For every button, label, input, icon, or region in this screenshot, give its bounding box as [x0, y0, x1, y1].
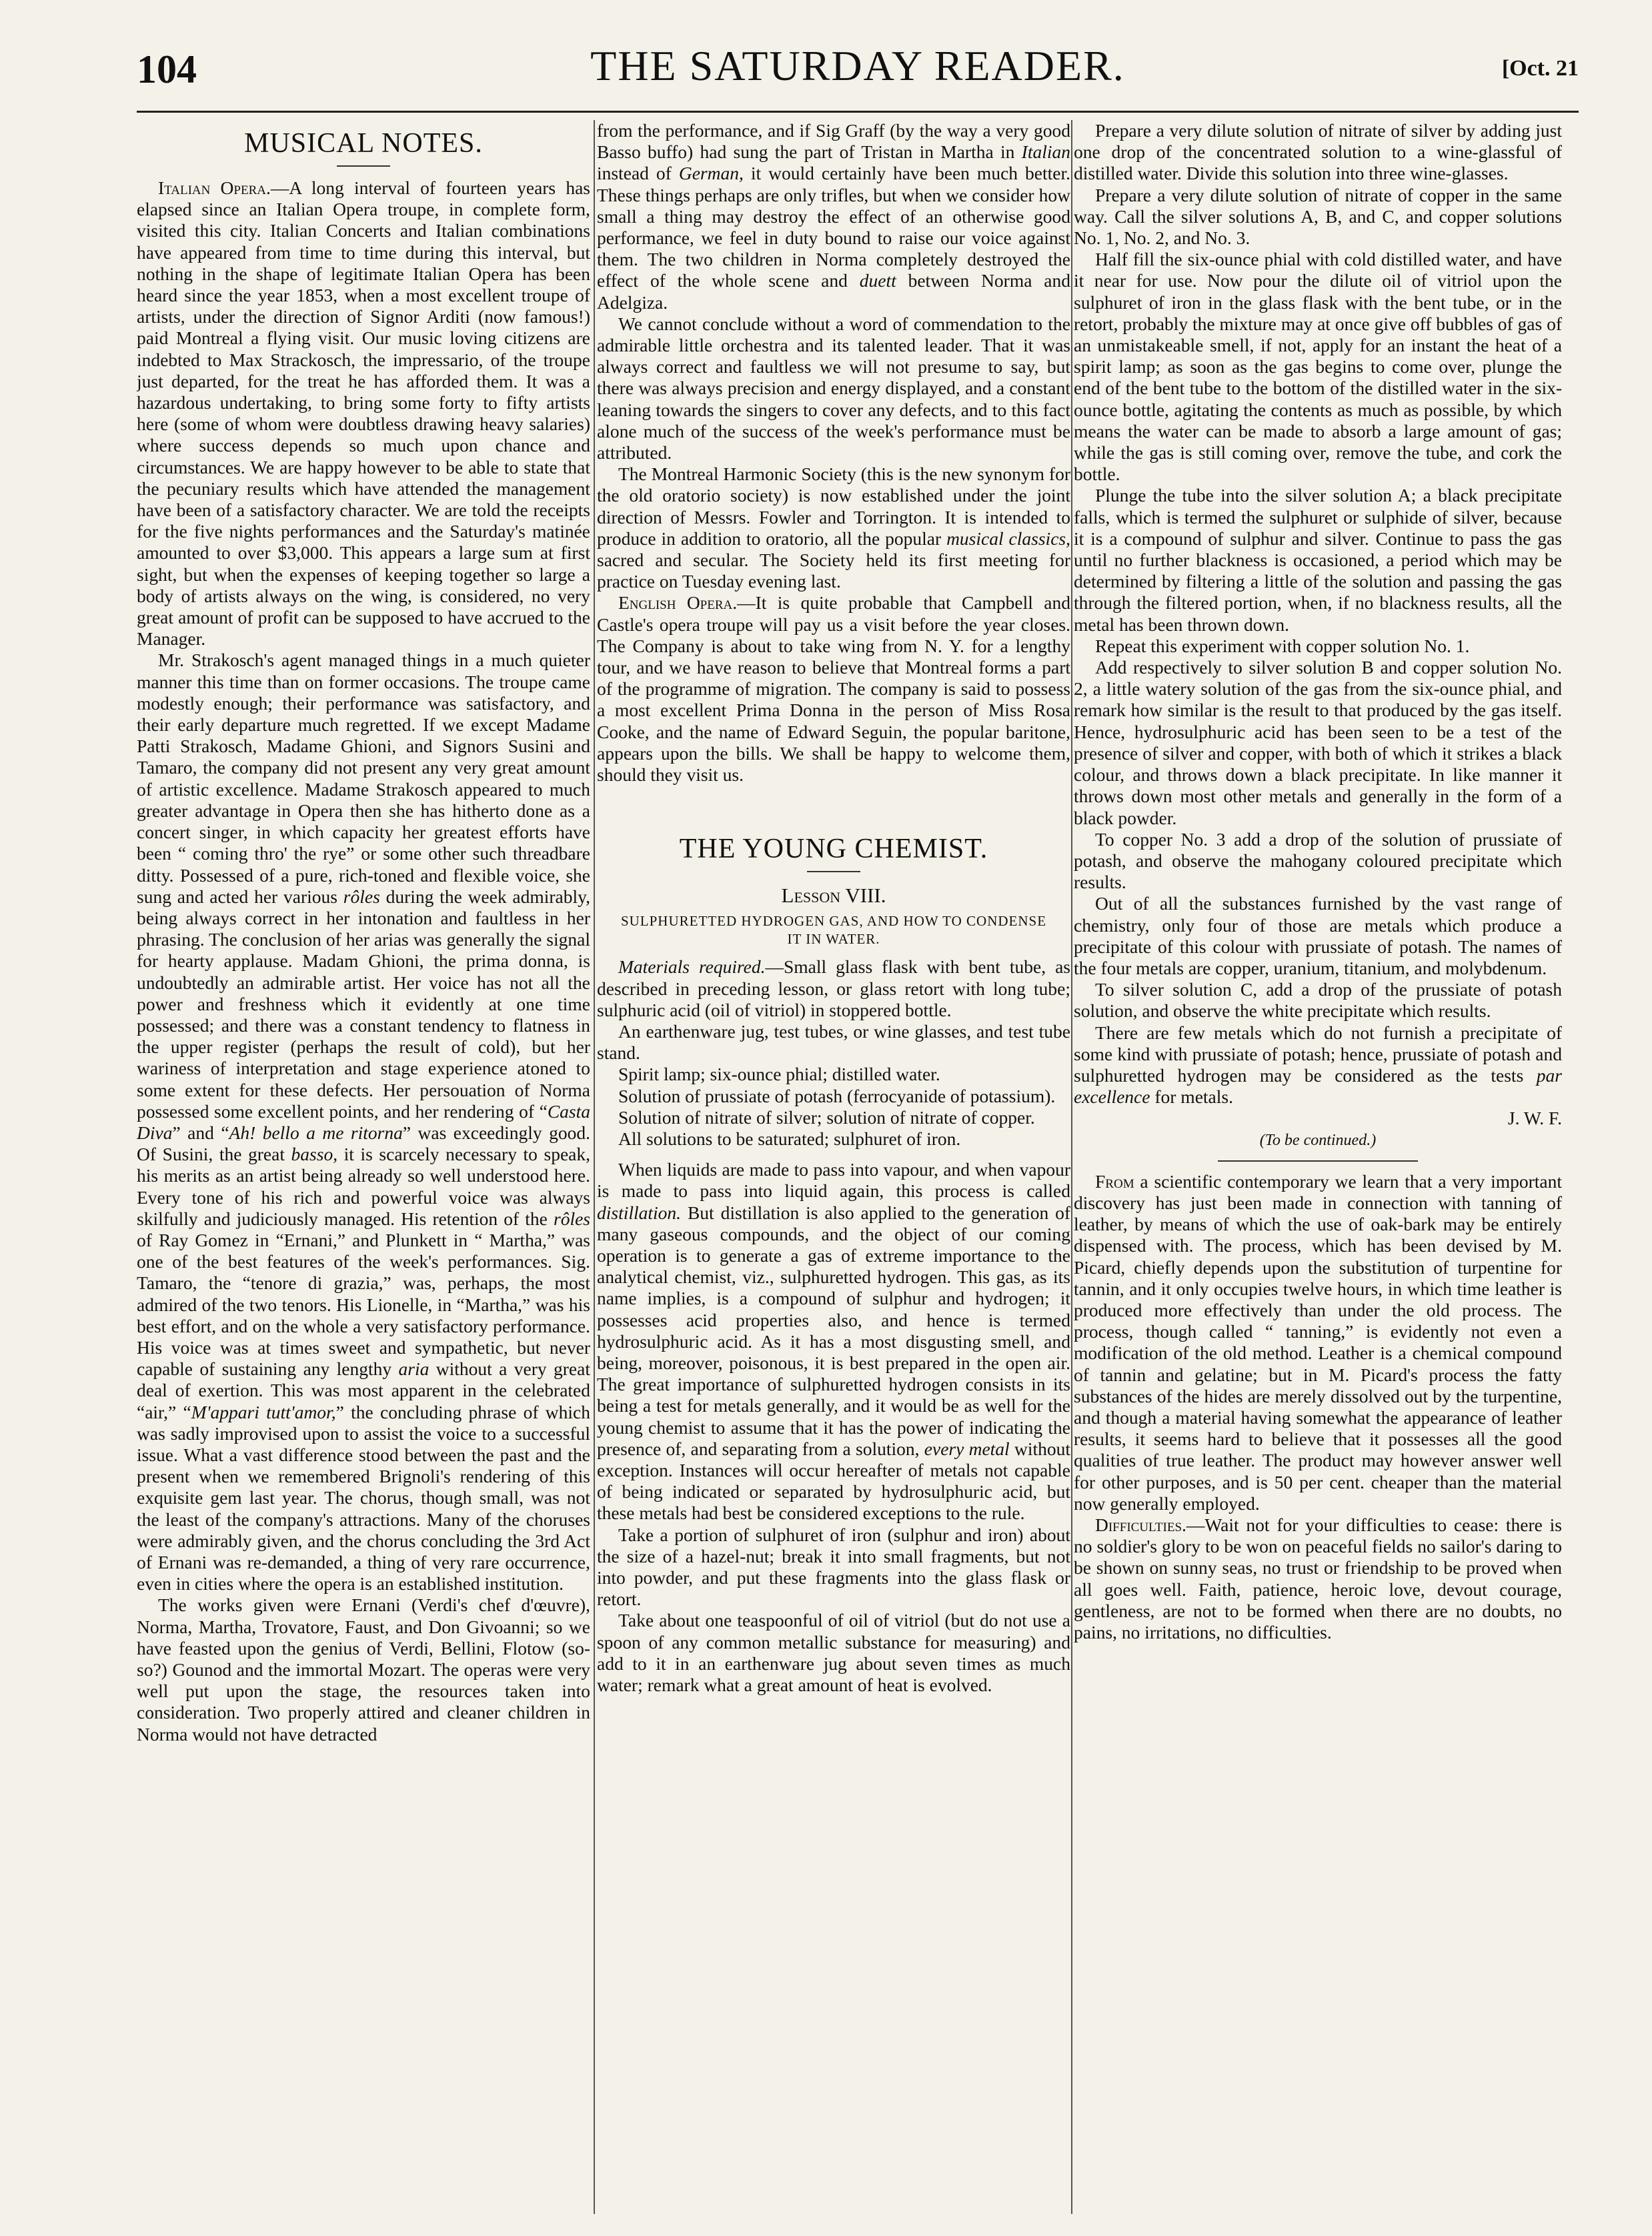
italic-text: Casta Diva [137, 1100, 590, 1143]
paragraph-text: it is scarcely necessary to speak, his merits as an artist being already so well understood here. Every tone of his rich and powerful voice was always skilfully and judiciously managed. His retention of the [137, 1144, 590, 1229]
italic-text: par excellence [1074, 1064, 1562, 1108]
article-paragraph: To silver solution C, add a drop of the prussiate of potash solution, and observe the white precipitate which results. [1074, 979, 1562, 1022]
article-paragraph: Repeat this experiment with copper solution No. 1. [1095, 635, 1470, 656]
italic-text: M'appari tutt'amor, [191, 1401, 336, 1422]
article-paragraph: Plunge the tube into the silver solution A; a black precipitate falls, which is termed the sulphuret or sulphide of silver, because it is a compound of sulphur and silver. Continue to pass the gas until no further blackness is occasioned, a period which may be determined by filtering a little of the solution and passing the gas through the filtered portion, when, if no blackness results, all the metal has been thrown down. [1074, 485, 1562, 635]
article-paragraph [597, 592, 1070, 786]
section-rule [807, 871, 860, 872]
italic-text: German, [678, 163, 744, 184]
article-paragraph: All solutions to be saturated; sulphuret of iron. [618, 1128, 961, 1149]
paragraph-text: Mr. Strakosch's agent managed things in a much quieter manner this time than on former occasions. The troupe came modestly enough; their performance was satisfactory, and their early departure much regretted. If we except Madame Patti Strakosch, Madame Ghioni, and Signors Susini and Tamaro, the company did not present any very great amount of artistic excellence. Madame Strakosch appeared to much greater advantage in Opera then she has hitherto done as a concert singer, in which capacity her greatest efforts have been “ coming thro' the rye” or some other such threadbare ditty. Possessed of a pure, rich-toned and flexible voice, she sung and acted her various [137, 650, 590, 907]
article-paragraph: Take a portion of sulphuret of iron (sulphur and iron) about the size of a hazel-nut; break it into small fragments, but not into powder, and put these fragments into the glass flask or retort. [597, 1524, 1070, 1610]
paragraph-text: without a very great deal of exertion. This was most apparent in the celebrated “air,” “ [137, 1358, 590, 1422]
article-paragraph: Solution of nitrate of silver; solution of nitrate of copper. [618, 1106, 1035, 1128]
article-paragraph [137, 650, 590, 1594]
paragraph-text: ” and “ [172, 1122, 229, 1143]
italic-text: duett [859, 270, 896, 291]
run-in-heading: Difficulties. [1095, 1514, 1186, 1535]
article-paragraph: Prepare a very dilute solution of nitrate of silver by adding just one drop of the concentrated solution to a wine-glassful of distilled water. Divide this solution into three wine-glasses. [1074, 120, 1562, 184]
article-paragraph: We cannot conclude without a word of commendation to the admirable little orchestra and its talented leader. That it was always correct and faultless we will not presume to say, but there was always precision and energy displayed, and a constant leaning towards the singers to cover any defects, and to this fact alone much of the success of the week's performance must be attributed. [597, 313, 1070, 463]
column-3 [1074, 120, 1562, 2214]
issue-date: [Oct. 21 [1501, 56, 1579, 81]
run-in-heading: Materials required. [618, 956, 766, 978]
column-divider-2 [1071, 120, 1072, 2214]
continued-note: (To be continued.) [1259, 1131, 1377, 1149]
paragraph-text: of Ray Gomez in “Ernani,” and Plunkett in “ Martha,” was one of the best features of the week's performances. Sig. Tamaro, the “tenore di grazia,” was, perhaps, the most admired of the two tenors. His Lionelle, in “Martha,” was his best effort, and on the whole a very satisfactory performance. His voice was at times sweet and sympathetic, but never capable of sustaining any lengthy [137, 1229, 590, 1380]
article-paragraph: Add respectively to silver solution B and copper solution No. 2, a little watery solution of the gas from the six-ounce phial, and remark how similar is the result to that produced by the gas itself. Hence, hydrosulphuric acid has been seen to be a test of the presence of silver and copper, with both of which it strikes a black colour, and throws down a black precipitate. In like manner it throws down most other metals and generally in the form of a black powder. [1074, 657, 1562, 828]
italic-text: rôles [343, 886, 380, 907]
paragraph-text: —It is quite probable that Campbell and Castle's opera troupe will pay us a visit before the year closes. The Company is about to take wing from N. Y. for a lengthy tour, and we have reason to believe that Montreal forms a part of the programme of migration. The company is said to possess a most excellent Prima Donna in the person of Miss Rosa Cooke, and the name of Edward Seguin, the popular baritone, appears upon the bills. We shall be happy to welcome them, should they visit us. [597, 592, 1070, 786]
paragraph-text: from the performance, and if Sig Graff (by the way a very good Basso buffo) had sung the part of Tristan in Martha in [597, 120, 1070, 163]
article-paragraph: Take about one teaspoonful of oil of vitriol (but do not use a spoon of any common metallic substance for measuring) and add to it in an earthenware jug about seven times as much water; remark what a great amount of heat is evolved. [597, 1610, 1070, 1695]
paragraph-text: between Norma and Adelgiza. [597, 270, 1070, 313]
paragraph-text: The Montreal Harmonic Society (this is the new synonym for the old oratorio society) is now established under the joint direction of Messrs. Fowler and Torrington. It is intended to produce in addition to oratorio, all the popular [597, 463, 1070, 549]
paragraph-text: —Wait not for your difficulties to cease: there is no soldier's glory to be won on peaceful fields no sailor's daring to be shown on sunny seas, no trust or friendship to be proved when all goes well. Faith, patience, heroic love, devout courage, gentleness, are not to be formed when there are no doubts, no pains, no irritations, no difficulties. [1074, 1514, 1562, 1643]
italic-text: Italian [1021, 141, 1070, 163]
paragraph-text: ” was exceedingly good. Of Susini, the great [137, 1122, 590, 1165]
italic-text: musical classics, [946, 527, 1070, 549]
paragraph-text: ” the concluding phrase of which was sadly improvised upon to assist the voice to a successful issue. What a vast difference stood between the past and the present when we remembered Brignoli's rendering of this exquisite gem last year. The chorus, though small, was not the least of the company's attractions. Many of the choruses were admirably given, and the chorus concluding the 3rd Act of Ernani was re-demanded, a thing of very rare occurrence, even in cities where the opera is an established institution. [137, 1401, 590, 1594]
paragraph-text: for metals. [1150, 1086, 1233, 1108]
paragraph-text: —A long interval of fourteen years has elapsed since an Italian Opera troupe, in complete form, visited this city. Italian Concerts and Italian combinations have appeared from time to time during this interval, but nothing in the shape of legitimate Italian Opera has been heard since the year 1853, when a most excellent troupe of artists, under the direction of Signor Arditi (now famous!) paid Montreal a flying visit. Our music loving citizens are indebted to Max Strackosch, the impressario, of the troupe just departed, for the treat he has afforded them. It was a hazardous undertaking, to bring some forty to fifty artists here (some of whom were doubtless drawing heavy salaries) where success depends so much upon chance and circumstances. We are happy however to be able to state that the pecuniary results which have attended the management have been of a satisfactory character. We are told the receipts for the five nights performances and the Saturday's matinée amounted to over $3,000. This appears a large sum at first sight, but when the expenses of keeping together so large a body of artists always on the wing, is considered, no very great amount of profit can be supposed to have accrued to the Manager. [137, 177, 590, 650]
paragraph-text: —Small glass flask with bent tube, as described in preceding lesson, or glass retort with long tube; sulphuric acid (oil of vitriol) in stoppered bottle. [597, 956, 1070, 1020]
article-paragraph: Half fill the six-ounce phial with cold distilled water, and have it near for use. Now pour the dilute oil of vitriol upon the sulphuret of iron in the glass flask with the bent tube, or in the retort, probably the mixture may at once give off bubbles of gas of an unmistakeable smell, if not, apply for an instant the heat of a spirit lamp; as soon as the gas begins to come over, plunge the end of the bent tube to the bottom of the distilled water in the six-ounce bottle, agitating the contents as much as possible, by which means the water can be made to absorb a large amount of gas; while the gas is still coming over, remove the tube, and cork the bottle. [1074, 249, 1562, 485]
article-paragraph [1074, 1171, 1562, 1514]
section-title-young-chemist: THE YOUNG CHEMIST. [679, 834, 988, 865]
run-in-heading: From [1095, 1170, 1134, 1192]
page-header [137, 41, 1579, 108]
masthead-title: THE SATURDAY READER. [590, 42, 1125, 89]
article-paragraph: Out of all the substances furnished by the vast range of chemistry, only four of those are metals which produce a precipitate of this colour with prussiate of potash. The names of the four metals are copper, uranium, titanium, and molybdenum. [1074, 893, 1562, 978]
column-2 [597, 120, 1070, 2214]
italic-text: aria [398, 1358, 430, 1380]
paragraph-text: There are few metals which do not furnish a precipitate of some kind with prussiate of potash; hence, prussiate of potash and sulphuretted hydrogen may be considered as the tests [1074, 1022, 1562, 1086]
paragraph-text: a scientific contemporary we learn that a very important discovery has just been made in connection with tanning of leather, by means of which the use of oak-bark may be entirely dispensed with. The process, which has been devised by M. Picard, chiefly depends upon the substitution of turpentine for tannin, and it only occupies twelve hours, in which time leather is produced more effectively than under the old process. The process, though called “ tanning,” is evidently not even a modification of the old method. Leather is a chemical compound of tannin and gelatine; but in M. Picard's process the fatty substances of the hides are merely dissolved out by the turpentine, and though a material having somewhat the appearance of leather results, it seems hard to believe that it possesses all the good qualities of true leather. The product may however answer well for other purposes, and is 50 per cent. cheaper than the material now generally employed. [1074, 1170, 1562, 1514]
article-paragraph [597, 463, 1070, 592]
italic-text: distillation. [597, 1202, 682, 1223]
run-in-heading: Italian Opera. [158, 177, 271, 198]
paragraph-text: it would certainly have been much better. These things perhaps are only trifles, but when we consider how small a thing may destroy the effect of an otherwise good performance, we feel in duty bound to raise our voice against them. The two children in Norma completely destroyed the effect of the whole scene and [597, 163, 1070, 291]
page-number: 104 [137, 47, 197, 91]
article-paragraph [1074, 1514, 1562, 1643]
run-in-heading: English Opera. [618, 592, 738, 614]
paragraph-text: When liquids are made to pass into vapour, and when vapour is made to pass into liquid again, this process is called [597, 1159, 1070, 1202]
section-rule [337, 165, 390, 167]
paragraph-text: But distillation is also applied to the generation of many gaseous compounds, and the object of our coming operation is to generate a gas of extreme importance to the analytical chemist, viz., sulphuretted hydrogen. This gas, as its name implies, is a compound of sulphur and hydrogen; it possesses acid properties also, and hence is termed hydrosulphuric acid. As it has a most disgusting smell, and being, moreover, poisonous, it is best prepared in the open air. The great importance of sulphuretted hydrogen consists in its being a test for metals generally, and it would be as well for the young chemist to assume that it has the power of indicating the presence of, and separating from a solution, [597, 1202, 1070, 1459]
author-signature: J. W. F. [1507, 1108, 1562, 1129]
italic-text: every metal [924, 1438, 1010, 1459]
italic-text: basso, [291, 1144, 338, 1165]
article-paragraph: Spirit lamp; six-ounce phial; distilled water. [618, 1064, 940, 1085]
italic-text: rôles [554, 1208, 590, 1229]
article-paragraph [597, 956, 1070, 1021]
article-paragraph: An earthenware jug, test tubes, or wine glasses, and test tube stand. [597, 1020, 1070, 1064]
lesson-subheading: SULPHURETTED HYDROGEN GAS, AND HOW TO CONDENSE IT IN WATER. [620, 913, 1047, 948]
article-paragraph [597, 120, 1070, 313]
article-paragraph [137, 177, 590, 650]
paragraph-text: without exception. Instances will occur hereafter of metals not capable of being indicated or separated by hydrosulphuric acid, but these metals had best be considered exceptions to the rule. [597, 1438, 1070, 1524]
article-paragraph: Solution of prussiate of potash (ferrocyanide of potassium). [618, 1085, 1056, 1106]
column-divider-1 [594, 120, 595, 2214]
article-separator [1218, 1160, 1418, 1162]
article-paragraph: Prepare a very dilute solution of nitrate of copper in the same way. Call the silver solutions A, B, and C, and copper solutions No. 1, No. 2, and No. 3. [1074, 184, 1562, 249]
section-title-musical-notes: MUSICAL NOTES. [244, 128, 483, 159]
article-paragraph [1074, 1022, 1562, 1108]
column-1 [137, 120, 590, 2214]
lesson-heading: Lesson VIII. [781, 884, 886, 908]
article-paragraph: The works given were Ernani (Verdi's chef d'œuvre), Norma, Martha, Trovatore, Faust, and Don Givoanni; so we have feasted upon the genius of Verdi, Bellini, Flotow (so-so?) Gounod and the immortal Mozart. The operas were very well put upon the stage, the resources taken into consideration. Two properly attired and cleaner children in Norma would not have detracted [137, 1594, 590, 1745]
article-paragraph [597, 1159, 1070, 1524]
italic-text: Ah! bello a me ritorna [229, 1122, 403, 1143]
header-rule [137, 111, 1579, 113]
paragraph-text: during the week admirably, being always correct in her intonation and faultless in her phrasing. The conclusion of her arias was generally the signal for hearty applause. Madam Ghioni, the prima donna, is undoubtedly an admirable artist. Her voice has not all the power and freshness which it evidently at one time possessed; and there was a constant tendency to flatness in the upper register (perhaps the result of cold), but her wariness of interpretation and stage experience atoned to some extent for these defects. Her persouation of Norma possessed some excellent points, and her rendering of “ [137, 886, 590, 1122]
paragraph-text: instead of [597, 163, 679, 184]
paragraph-text: sacred and secular. The Society held its first meeting for practice on Tuesday evening last. [597, 549, 1070, 592]
article-paragraph: To copper No. 3 add a drop of the solution of prussiate of potash, and observe the mahogany coloured precipitate which results. [1074, 828, 1562, 893]
